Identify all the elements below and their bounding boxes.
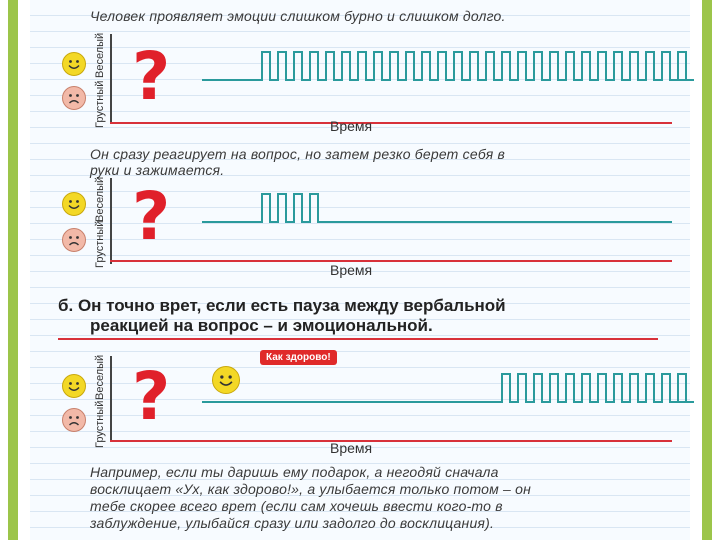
heading-3-line1: б. Он точно врет, если есть пауза между вербальной: [58, 296, 506, 315]
label-sad: Грустный: [94, 220, 106, 268]
diagram-1: [62, 28, 672, 128]
x-axis: [110, 440, 672, 442]
caption-2-line1: Он сразу реагирует на вопрос, но затем резко берет себя в: [90, 146, 506, 162]
notebook-page: [30, 0, 690, 540]
label-sad: Грустный: [94, 400, 106, 448]
emotion-wave-3: [202, 370, 672, 410]
sad-face-icon: [62, 86, 86, 110]
sad-face-icon: [62, 408, 86, 432]
spiral-binding-left: [0, 0, 26, 540]
x-axis: [110, 122, 672, 124]
question-mark-icon: ?: [132, 38, 171, 115]
label-happy: Веселый: [94, 32, 106, 78]
footer-line1: Например, если ты даришь ему подарок, а негодяй сначала: [90, 464, 499, 480]
question-mark-icon: ?: [132, 358, 171, 435]
diagram-2: [62, 176, 672, 266]
label-happy: Веселый: [94, 354, 106, 400]
exclamation-bubble: Как здорово!: [260, 350, 337, 365]
emotion-wave-2: [202, 190, 672, 230]
caption-2-line2: руки и зажимается.: [90, 162, 225, 178]
happy-face-icon: [62, 192, 86, 216]
y-axis: [110, 356, 112, 442]
diagram-3: [62, 350, 672, 446]
heading-3-line2: реакцией на вопрос – и эмоциональной.: [90, 316, 433, 335]
x-axis: [110, 260, 672, 262]
footer-line3: тебе скорее всего врет (если сам хочешь ввести кого-то в: [90, 498, 503, 514]
time-label-1: Время: [330, 118, 373, 134]
happy-face-icon: [62, 52, 86, 76]
footer-line4: заблуждение, улыбайся сразу или задолго до восклицания).: [90, 515, 495, 531]
happy-face-icon: [62, 374, 86, 398]
heading-underline: [58, 338, 658, 340]
time-label-2: Время: [330, 262, 373, 278]
footer-line2: восклицает «Ух, как здорово!», а улыбается только потом – он: [90, 481, 531, 497]
label-sad: Грустный: [94, 80, 106, 128]
label-happy: Веселый: [94, 176, 106, 222]
emotion-wave-1: [202, 48, 672, 88]
sad-face-icon: [62, 228, 86, 252]
y-axis: [110, 178, 112, 264]
spiral-binding-right: [694, 0, 720, 540]
time-label-3: Время: [330, 440, 373, 456]
caption-1: Человек проявляет эмоции слишком бурно и слишком долго.: [90, 8, 506, 24]
y-axis: [110, 34, 112, 124]
question-mark-icon: ?: [132, 178, 171, 255]
